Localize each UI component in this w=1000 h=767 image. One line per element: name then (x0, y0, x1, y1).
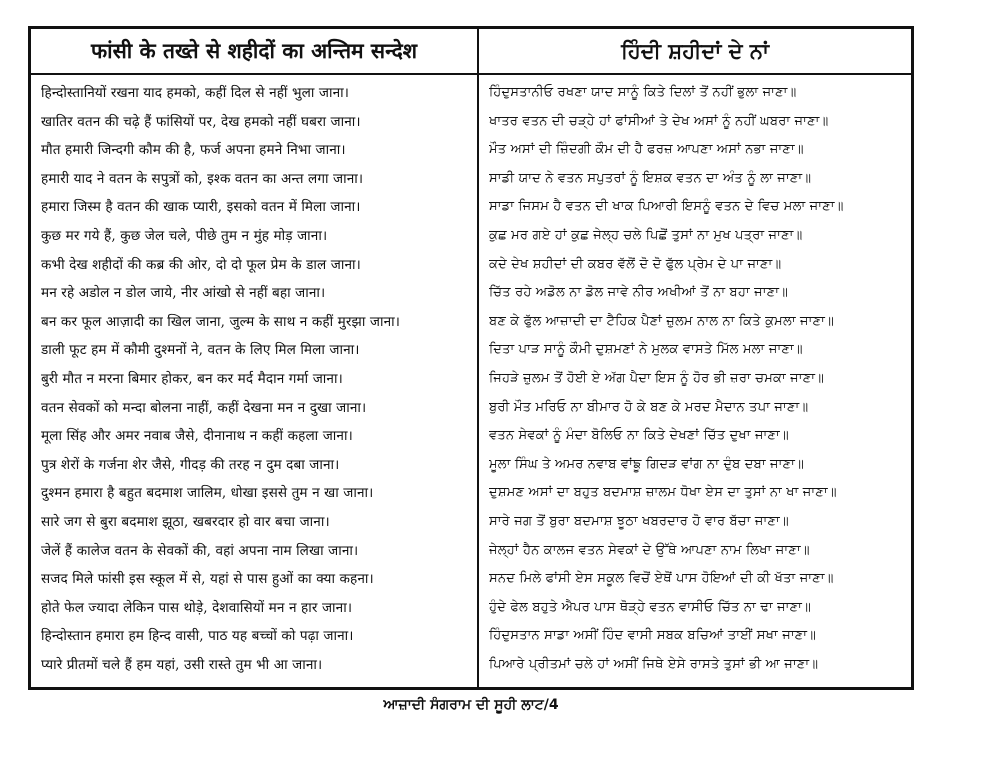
hindi-verse-line: खातिर वतन की चढ़े हैं फांसियों पर, देख हमको नहीं घबरा जाना। (41, 113, 361, 130)
punjabi-verse-line: ਸਾਡਾ ਜਿਸਮ ਹੈ ਵਤਨ ਦੀ ਖਾਕ ਪਿਆਰੀ ਇਸਨੂੰ ਵਤਨ ਦੇ ਵਿਚ ਮਲਾ ਜਾਣਾ॥ (489, 199, 844, 215)
punjabi-verse-line: ਕਦੇ ਦੇਖ ਸ਼ਹੀਦਾਂ ਦੀ ਕਬਰ ਵੱਲੋਂ ਦੋ ਦੋ ਫੁੱਲ ਪ੍ਰੇਮ ਦੇ ਪਾ ਜਾਣਾ॥ (489, 256, 782, 272)
punjabi-verse-line: ਸਾਡੀ ਯਾਦ ਨੇ ਵਤਨ ਸਪੁਤਰਾਂ ਨੂੰ ਇਸ਼ਕ ਵਤਨ ਦਾ ਅੰਤ ਨੂੰ ਲਾ ਜਾਣਾ॥ (489, 170, 812, 186)
punjabi-verse-line: ਹਿੰਦੁਸਤਾਨੀਓ ਰਖਣਾ ਯਾਦ ਸਾਨੂੰ ਕਿਤੇ ਦਿਲਾਂ ਤੋਂ ਨਹੀਂ ਭੁਲਾ ਜਾਣਾ॥ (489, 85, 797, 100)
hindi-verse-line: हमारा जिस्म है वतन की खाक प्यारी, इसको वतन में मिला जाना। (41, 199, 361, 216)
punjabi-verse-line: ਹੁੰਦੇ ਫੇਲ ਬਹੁਤੇ ਐਪਰ ਪਾਸ ਥੋੜ੍ਹੇ ਵਤਨ ਵਾਸੀਓ ਚਿੱਤ ਨਾ ਢਾ ਜਾਣਾ॥ (489, 599, 812, 615)
hindi-verse-line: वतन सेवकों को मन्दा बोलना नाहीं, कहीं देखना मन न दुखा जाना। (41, 399, 367, 416)
hindi-verse-line: हिन्दोस्तान हमारा हम हिन्द वासी, पाठ यह बच्चों को पढ़ा जाना। (41, 628, 354, 645)
hindi-verse-line: मौत हमारी जिन्दगी कौम की है, फर्ज अपना हमने निभा जाना। (41, 142, 346, 159)
punjabi-verse-line: ਵਤਨ ਸੇਵਕਾਂ ਨੂੰ ਮੰਦਾ ਬੋਲਿਓ ਨਾ ਕਿਤੇ ਦੇਖਣਾਂ ਚਿੱਤ ਦੁਖਾ ਜਾਣਾ॥ (489, 428, 789, 444)
punjabi-verse-line: ਸਾਰੇ ਜਗ ਤੋਂ ਬੁਰਾ ਬਦਮਾਸ਼ ਝੂਠਾ ਖਬਰਦਾਰ ਹੋ ਵਾਰ ਬੱਚਾ ਜਾਣਾ॥ (489, 513, 789, 529)
hindi-verse-line: कुछ मर गये हैं, कुछ जेल चले, पीछे तुम न मुंह मोड़ जाना। (41, 227, 328, 244)
hindi-poem-column (31, 29, 479, 687)
hindi-verse-line: हिन्दोस्तानियों रखना याद हमको, कहीं दिल से नहीं भुला जाना। (41, 85, 350, 101)
punjabi-verse-line: ਮੌਤ ਅਸਾਂ ਦੀ ਜ਼ਿੰਦਗੀ ਕੌਮ ਦੀ ਹੈ ਫਰਜ਼ ਆਪਣਾ ਅਸਾਂ ਨਭਾ ਜਾਣਾ॥ (489, 142, 804, 158)
punjabi-verse-line: ਕੁਛ ਮਰ ਗਏ ਹਾਂ ਕੁਛ ਜੇਲ੍ਹ ਚਲੇ ਪਿਛੋਂ ਤੁਸਾਂ ਨਾ ਮੁਖ ਪਤ੍ਰਾ ਜਾਣਾ॥ (489, 227, 803, 243)
punjabi-verse-line: ਚਿੱਤ ਰਹੇ ਅਡੋਲ ਨਾ ਡੋਲ ਜਾਵੇ ਨੀਰ ਅਖੀਆਂ ਤੋਂ ਨਾ ਬਹਾ ਜਾਣਾ॥ (489, 285, 789, 301)
punjabi-verse-line: ਹਿੰਦੁਸਤਾਨ ਸਾਡਾ ਅਸੀਂ ਹਿੰਦ ਵਾਸੀ ਸਬਕ ਬਚਿਆਂ ਤਾਈਂ ਸਖਾ ਜਾਣਾ॥ (489, 628, 817, 644)
punjabi-poem-column (479, 29, 911, 687)
punjabi-verse-line: ਖਾਤਰ ਵਤਨ ਦੀ ਚੜ੍ਹੇ ਹਾਂ ਫਾਂਸੀਆਂ ਤੇ ਦੇਖ ਅਸਾਂ ਨੂੰ ਨਹੀਂ ਘਬਰਾ ਜਾਣਾ॥ (489, 113, 829, 129)
hindi-verse-line: दुश्मन हमारा है बहुत बदमाश जालिम, धोखा इससे तुम न खा जाना। (41, 485, 374, 502)
punjabi-verse-line: ਜੇਲ੍ਹਾਂ ਹੈਨ ਕਾਲਜ ਵਤਨ ਸੇਵਕਾਂ ਦੇ ਉੱਥੇ ਆਪਣਾ ਨਾਮ ਲਿਖਾ ਜਾਣਾ॥ (489, 542, 810, 558)
punjabi-verse-line: ਜਿਹੜੇ ਜ਼ੁਲਮ ਤੋਂ ਹੋਈ ਏ ਅੱਗ ਪੈਦਾ ਇਸ ਨੂੰ ਹੋਰ ਭੀ ਜ਼ਰਾ ਚਮਕਾ ਜਾਣਾ॥ (489, 370, 825, 386)
hindi-verse-line: सारे जग से बुरा बदमाश झूठा, खबरदार हो वार बचा जाना। (41, 513, 330, 530)
hindi-poem-title: फांसी के तख्ते से शहीदों का अन्तिम सन्देश (31, 29, 477, 75)
hindi-verse-line: कभी देख शहीदों की कब्र की ओर, दो दो फूल प्रेम के डाल जाना। (41, 256, 361, 273)
punjabi-verse-line: ਸਨਦ ਮਿਲੇ ਫਾਂਸੀ ਏਸ ਸਕੂਲ ਵਿਚੋਂ ਏਥੋਂ ਪਾਸ ਹੋਇਆਂ ਦੀ ਕੀ ਖੱਤਾ ਜਾਣਾ॥ (489, 571, 834, 587)
punjabi-verse-line: ਦਿਤਾ ਪਾੜ ਸਾਨੂੰ ਕੌਮੀ ਦੁਸ਼ਮਣਾਂ ਨੇ ਮੁਲਕ ਵਾਸਤੇ ਮਿੱਲ ਮਲਾ ਜਾਣਾ॥ (489, 342, 803, 358)
punjabi-verse-list (479, 75, 911, 679)
page-footer-caption: ਆਜ਼ਾਦੀ ਸੰਗਰਾਮ ਦੀ ਸੂਹੀ ਲਾਟ/4 (383, 697, 559, 713)
hindi-verse-line: मन रहे अडोल न डोल जाये, नीर आंखो से नहीं बहा जाना। (41, 285, 326, 302)
punjabi-verse-line: ਮੂਲਾ ਸਿੰਘ ਤੇ ਅਮਰ ਨਵਾਬ ਵਾਂਙੂ ਗਿਦੜ ਵਾਂਗ ਨਾ ਦੁੰਬ ਦਬਾ ਜਾਣਾ॥ (489, 456, 804, 472)
punjabi-verse-line: ਬੁਰੀ ਮੌਤ ਮਰਿਓ ਨਾ ਬੀਮਾਰ ਹੋ ਕੇ ਬਣ ਕੇ ਮਰਦ ਮੈਦਾਨ ਤਪਾ ਜਾਣਾ॥ (489, 399, 809, 415)
hindi-verse-line: प्यारे प्रीतमों चले हैं हम यहां, उसी रास्ते तुम भी आ जाना। (41, 656, 323, 673)
hindi-verse-line: हमारी याद ने वतन के सपुत्रों को, इश्क वतन का अन्त लगा जाना। (41, 170, 364, 187)
hindi-verse-line: पुत्र शेरों के गर्जना शेर जैसे, गीदड़ की तरह न दुम दबा जाना। (41, 456, 340, 473)
hindi-verse-line: सजद मिले फांसी इस स्कूल में से, यहां से पास हुओं का क्या कहना। (41, 571, 374, 588)
hindi-verse-line: डाली फूट हम में कौमी दुश्मनों ने, वतन के लिए मिल मिला जाना। (41, 342, 360, 359)
poem-frame (28, 26, 914, 690)
punjabi-poem-title: ਹਿੰਦੀ ਸ਼ਹੀਦਾਂ ਦੇ ਨਾਂ (479, 29, 911, 75)
hindi-verse-line: जेलें हैं कालेज वतन के सेवकों की, वहां अपना नाम लिखा जाना। (41, 542, 359, 559)
hindi-verse-line: होते फेल ज्यादा लेकिन पास थोड़े, देशवासियों मन न हार जाना। (41, 599, 353, 616)
punjabi-verse-line: ਦੁਸ਼ਮਣ ਅਸਾਂ ਦਾ ਬਹੁਤ ਬਦਮਾਸ਼ ਜ਼ਾਲਮ ਧੋਖਾ ਏਸ ਦਾ ਤੁਸਾਂ ਨਾ ਖਾ ਜਾਣਾ॥ (489, 485, 837, 501)
hindi-verse-line: बुरी मौत न मरना बिमार होकर, बन कर मर्द मैदान गर्मा जाना। (41, 370, 343, 387)
punjabi-verse-line: ਬਣ ਕੇ ਫੁੱਲ ਆਜ਼ਾਦੀ ਦਾ ਟੈਹਿਕ ਪੈਣਾਂ ਜ਼ੁਲਮ ਨਾਲ ਨਾ ਕਿਤੇ ਕੁਮਲਾ ਜਾਣਾ॥ (489, 313, 834, 329)
hindi-verse-line: बन कर फूल आज़ादी का खिल जाना, जुल्म के साथ न कहीं मुरझा जाना। (41, 313, 401, 330)
hindi-verse-line: मूला सिंह और अमर नवाब जैसे, दीनानाथ न कहीं कहला जाना। (41, 428, 353, 445)
punjabi-verse-line: ਪਿਆਰੇ ਪ੍ਰੀਤਮਾਂ ਚਲੇ ਹਾਂ ਅਸੀਂ ਜਿਥੇ ਏਸੇ ਰਾਸਤੇ ਤੁਸਾਂ ਭੀ ਆ ਜਾਣਾ॥ (489, 656, 819, 672)
hindi-verse-list (31, 75, 477, 679)
